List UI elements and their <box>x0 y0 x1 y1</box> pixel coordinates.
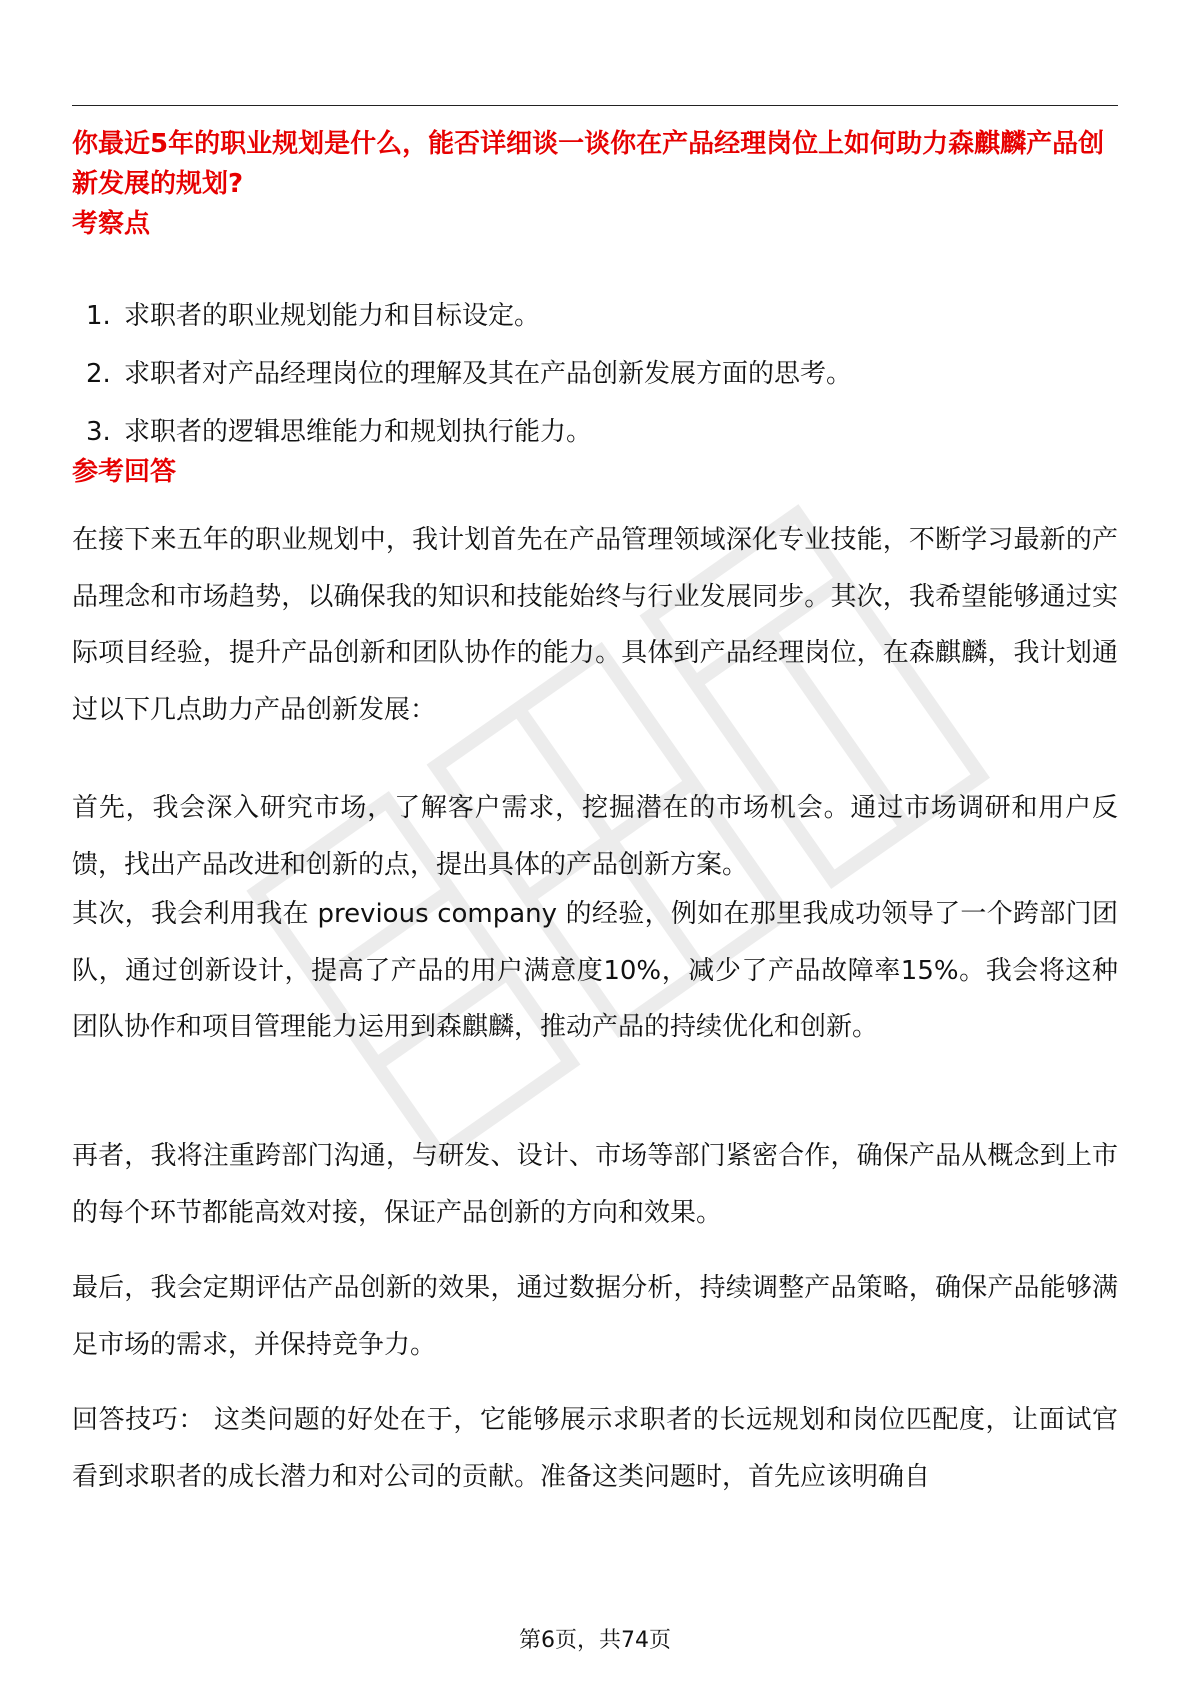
question-title: 你最近5年的职业规划是什么，能否详细谈一谈你在产品经理岗位上如何助力森麒麟产品创新发展的规划? <box>72 129 1105 199</box>
list-item-text: 求职者的职业规划能力和目标设定。 <box>124 301 541 331</box>
list-item-number: 2. <box>86 359 111 389</box>
answer-paragraph: 再者，我将注重跨部门沟通，与研发、设计、市场等部门紧密合作，确保产品从概念到上市的每个环节都能高效对接，保证产品创新的方向和效果。 <box>72 1141 1118 1228</box>
list-item <box>72 297 1118 355</box>
answer-tips-paragraph: 回答技巧： 这类问题的好处在于，它能够展示求职者的长远规划和岗位匹配度，让面试官看到求职者的成长潜力和对公司的贡献。准备这类问题时，首先应该明确自 <box>72 1405 1118 1492</box>
answer-paragraph: 首先，我会深入研究市场，了解客户需求，挖掘潜在的市场机会。通过市场调研和用户反馈，找出产品改进和创新的点，提出具体的产品创新方案。 <box>72 793 1118 880</box>
list-item-text: 求职者的逻辑思维能力和规划执行能力。 <box>124 417 593 447</box>
answer-paragraph: 最后，我会定期评估产品创新的效果，通过数据分析，持续调整产品策略，确保产品能够满足市场的需求，并保持竞争力。 <box>72 1273 1118 1360</box>
list-item-number: 3. <box>86 417 111 447</box>
top-divider <box>72 105 1118 106</box>
points-heading: 考察点 <box>72 209 151 239</box>
points-list <box>72 297 1118 471</box>
page-number-footer: 第6页，共74页 <box>519 1628 671 1653</box>
list-item <box>72 355 1118 413</box>
answer-paragraph: 其次，我会利用我在 previous company 的经验，例如在那里我成功领导了一个跨部门团队，通过创新设计，提高了产品的用户满意度10%，减少了产品故障率15%。我会将这种团队协作和项目管理能力运用到森麒麟，推动产品的持续优化和创新。 <box>72 899 1118 1042</box>
answer-paragraph: 在接下来五年的职业规划中，我计划首先在产品管理领域深化专业技能，不断学习最新的产品理念和市场趋势，以确保我的知识和技能始终与行业发展同步。其次，我希望能够通过实际项目经验，提升产品创新和团队协作的能力。具体到产品经理岗位，在森麒麟，我计划通过以下几点助力产品创新发展： <box>72 525 1118 725</box>
list-item <box>72 413 1118 471</box>
list-item-text: 求职者对产品经理岗位的理解及其在产品创新发展方面的思考。 <box>124 359 853 389</box>
answer-heading: 参考回答 <box>72 457 177 487</box>
list-item-number: 1. <box>86 301 111 331</box>
